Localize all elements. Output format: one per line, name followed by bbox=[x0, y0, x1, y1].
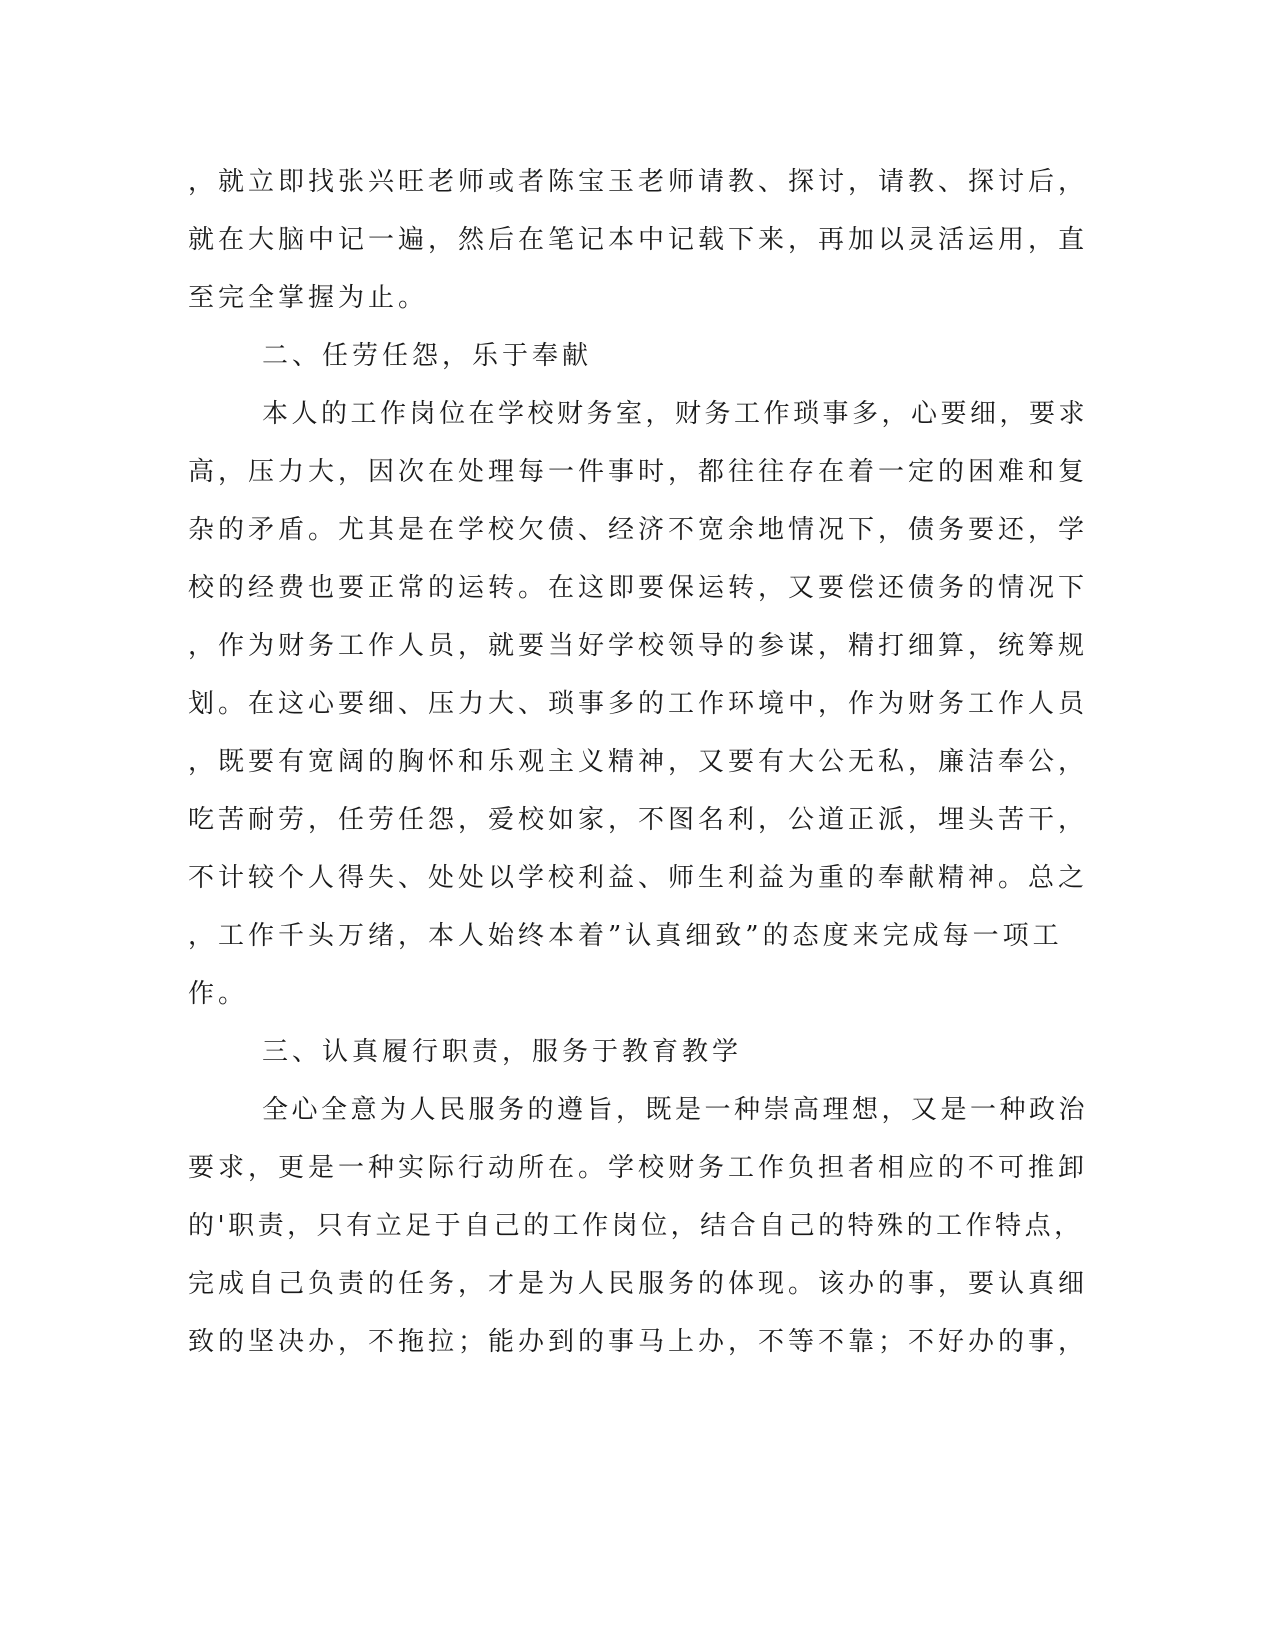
text-line: 不计较个人得失、处处以学校利益、师生利益为重的奉献精神。总之 bbox=[188, 863, 1089, 893]
text-line: ，作为财务工作人员，就要当好学校领导的参谋，精打细算，统筹规 bbox=[188, 631, 1089, 661]
text-line: 致的坚决办，不拖拉；能办到的事马上办，不等不靠；不好办的事， bbox=[188, 1327, 1089, 1357]
text-line: 的'职责，只有立足于自己的工作岗位，结合自己的特殊的工作特点， bbox=[188, 1211, 1084, 1241]
text-line: 完成自己负责的任务，才是为人民服务的体现。该办的事，要认真细 bbox=[188, 1269, 1089, 1299]
text-line: 吃苦耐劳，任劳任怨，爱校如家，不图名利，公道正派，埋头苦干， bbox=[188, 805, 1089, 835]
text-line: ，就立即找张兴旺老师或者陈宝玉老师请教、探讨，请教、探讨后， bbox=[188, 167, 1089, 197]
text-line: 本人的工作岗位在学校财务室，财务工作琐事多，心要细，要求 bbox=[262, 399, 1089, 429]
section-heading: 二、任劳任怨，乐于奉献 bbox=[262, 341, 593, 371]
text-line: 就在大脑中记一遍，然后在笔记本中记载下来，再加以灵活运用，直 bbox=[188, 225, 1089, 255]
text-line: 校的经费也要正常的运转。在这即要保运转，又要偿还债务的情况下 bbox=[188, 573, 1089, 603]
text-line: 全心全意为人民服务的遵旨，既是一种崇高理想，又是一种政治 bbox=[262, 1095, 1089, 1125]
text-line: 高，压力大，因次在处理每一件事时，都往往存在着一定的困难和复 bbox=[188, 457, 1089, 487]
text-line: ，工作千头万绪，本人始终本着”认真细致”的态度来完成每一项工 bbox=[188, 921, 1063, 951]
text-line: 划。在这心要细、压力大、琐事多的工作环境中，作为财务工作人员 bbox=[188, 689, 1089, 719]
text-line: 至完全掌握为止。 bbox=[188, 283, 429, 313]
section-heading: 三、认真履行职责，服务于教育教学 bbox=[262, 1037, 743, 1067]
text-line: ，既要有宽阔的胸怀和乐观主义精神，又要有大公无私，廉洁奉公， bbox=[188, 747, 1089, 777]
text-line: 杂的矛盾。尤其是在学校欠债、经济不宽余地情况下，债务要还，学 bbox=[188, 515, 1089, 545]
text-line: 要求，更是一种实际行动所在。学校财务工作负担者相应的不可推卸 bbox=[188, 1153, 1089, 1183]
text-line: 作。 bbox=[188, 979, 249, 1009]
